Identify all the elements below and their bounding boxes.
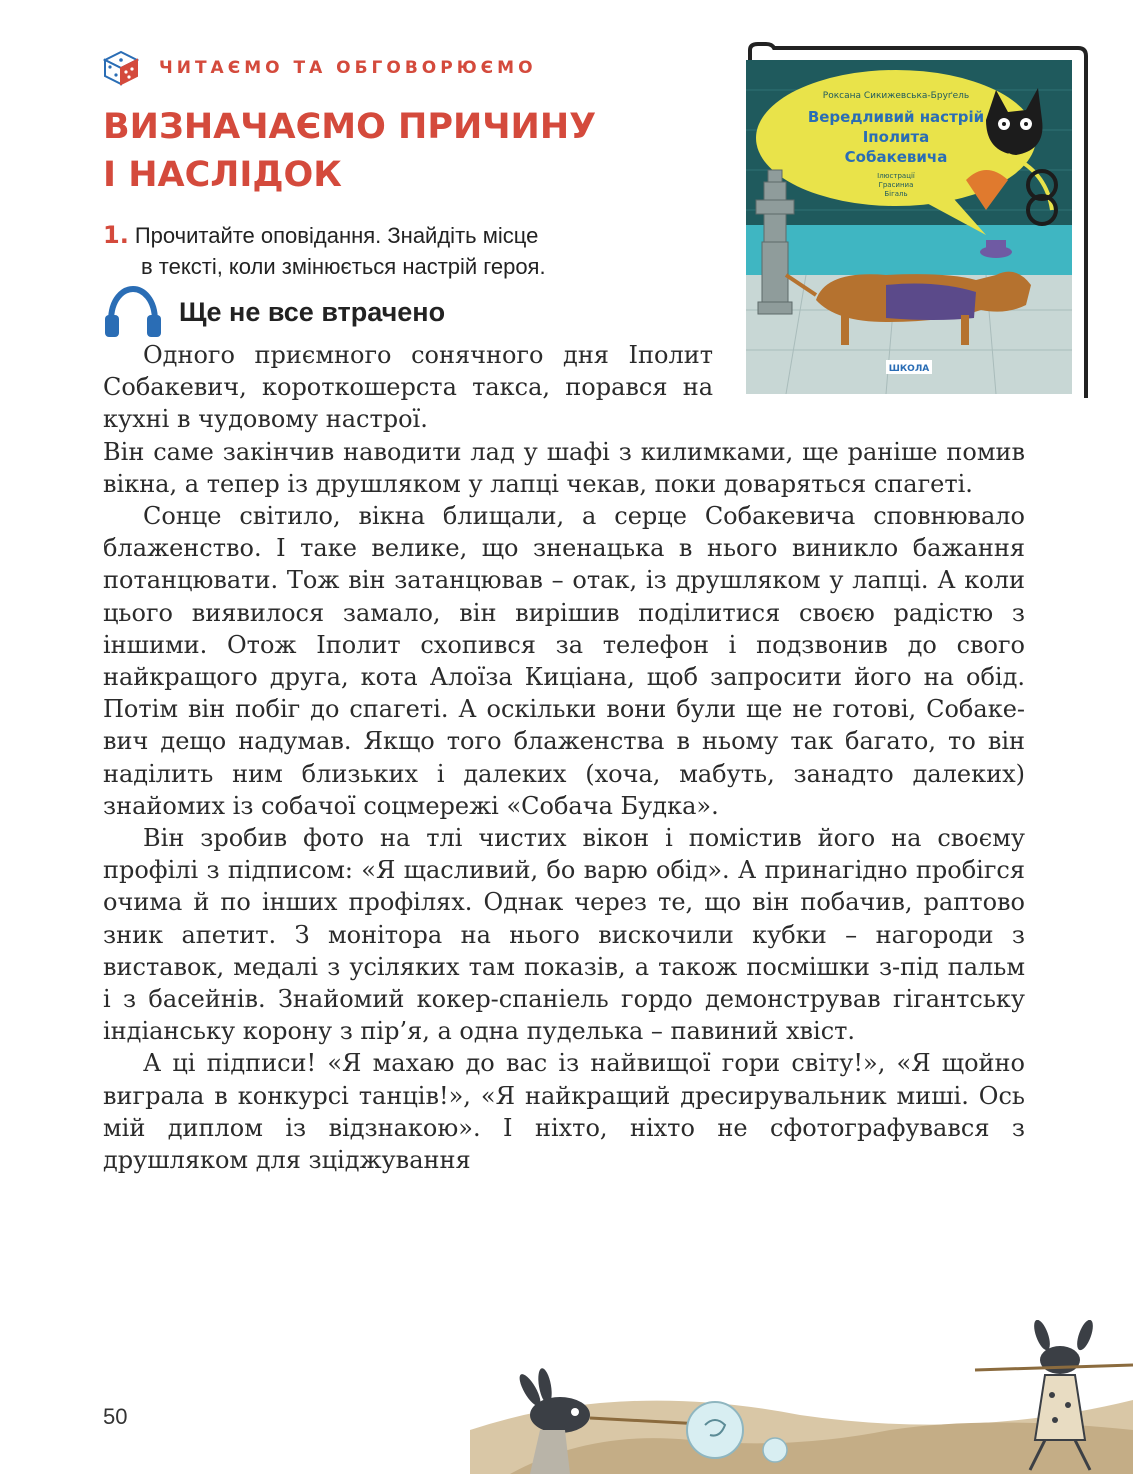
page-number: 50 bbox=[103, 1404, 128, 1429]
paragraph-2: Сонце світило, вікна блищали, а серце Собакевича сповнювало блаженство. І таке велике, що зненацька в нього виникло бажання потанцювати. Тож він затанцював – отак, із друшляком у лапці. А коли цього виявилося замало, він вирішив поділитися своєю радістю з іншими. Отож Іполит схопився за телефон і подзвонив до свого найкращого друга, кота Алоїза Киціана, щоб запросити його на обід. Потім він побіг до спагеті. А оскільки вони були ще не готові, Собакевич дещо надумав. Якщо того блаженства в ньому так багато, то він наділить ним близьких і далеких (хоча, мабуть, занадто далеких) знайомих із собачої соцмережі «Собача Будка». bbox=[103, 502, 1025, 820]
headphones-icon[interactable] bbox=[103, 285, 163, 339]
mice-illustration bbox=[470, 1320, 1133, 1474]
cover-illustrator-1: Ілюстрації bbox=[877, 172, 915, 180]
title-line-2: І НАСЛІДОК bbox=[103, 155, 342, 195]
paragraph-4: А ці підписи! «Я махаю до вас із найвищої гори світу!», «Я щойно виграла в конкурсі танців!», «Я найкращий дресирувальник миші. Ось мій диплом із відзнакою». І ніхто, ніхто не сфотографувався з друшляком для зціджування bbox=[103, 1049, 1025, 1175]
title-line-1: ВИЗНАЧАЄМО ПРИЧИНУ bbox=[103, 107, 597, 147]
story-title: Ще не все втрачено bbox=[179, 296, 446, 327]
task-1 bbox=[103, 220, 703, 282]
section-tag bbox=[103, 50, 537, 86]
story-heading bbox=[103, 285, 445, 339]
cover-author: Роксана Сикижевська-Бруґель bbox=[822, 91, 970, 101]
paragraph-3: Він зробив фото на тлі чистих вікон і помістив його на своєму профілі з підписом: «Я щасливий, бо варю обід». А принагідно пробігся очима й по інших профілях. Однак через те, що він побачив, раптово зник апетит. З монітора на нього вискочили кубки – нагороди з виставок, медалі з усіляких там показів, а також посмішки з-під пальм і з басейнів. Знайомий кокер-спаніель гордо демонстрував гігантську індіанську корону з пір’я, а одна пуделька – павиний хвіст. bbox=[103, 824, 1025, 1046]
story-text bbox=[103, 339, 1025, 1176]
page-title bbox=[103, 103, 663, 199]
task-number: 1. bbox=[103, 221, 129, 249]
task-text-line-2: в тексті, коли змінюється настрій героя. bbox=[141, 254, 546, 279]
cover-title-1: Вередливий настрій bbox=[807, 108, 985, 126]
paragraph-1-start: Одного приємного сонячного дня Іполит Собакевич, короткошерста такса, порався на кухні в чудовому настрої. bbox=[103, 341, 713, 434]
task-text-line-1: Прочитайте оповідання. Знайдіть місце bbox=[134, 223, 539, 248]
section-label: ЧИТАЄМО ТА ОБГОВОРЮЄМО bbox=[159, 58, 537, 78]
dice-icon bbox=[103, 50, 139, 86]
cover-publisher: ШКОЛА bbox=[888, 364, 930, 374]
cover-illustrator-3: Бігаль bbox=[884, 190, 908, 198]
cover-illustrator-2: Грасиниа bbox=[878, 181, 914, 189]
paragraph-1-continued: Він саме закінчив наводити лад у шафі з килимками, ще раніше помив вікна, а тепер із друшляком у лапці чекав, поки доваряться спагеті. bbox=[103, 437, 1025, 498]
cover-title-2: Іполита bbox=[862, 128, 930, 146]
cover-title-3: Собакевича bbox=[844, 148, 948, 166]
